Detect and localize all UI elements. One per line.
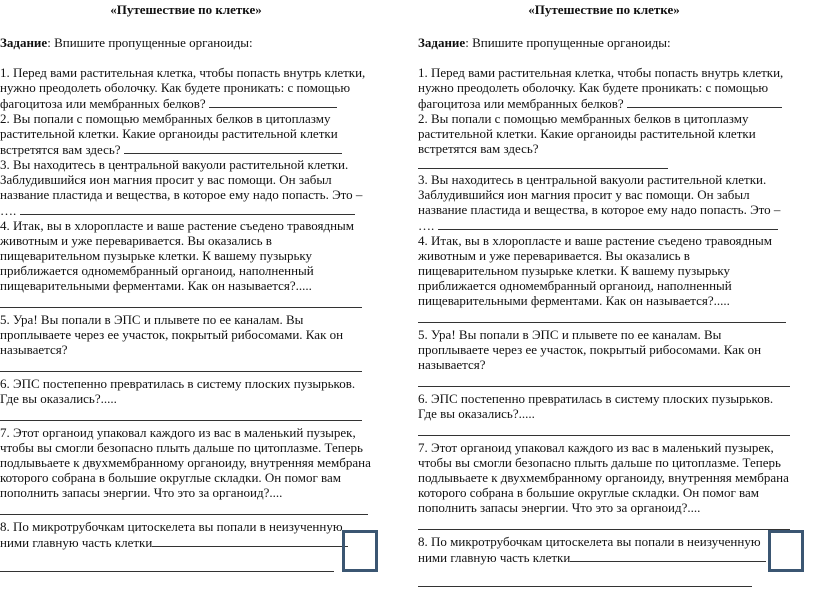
question-2 xyxy=(418,111,790,172)
answer-line-6[interactable] xyxy=(418,424,790,436)
question-1 xyxy=(0,65,372,111)
question-1 xyxy=(418,65,790,111)
task-text: : Впишите пропущенные органоиды: xyxy=(465,35,671,50)
task-text: : Впишите пропущенные органоиды: xyxy=(47,35,253,50)
question-4 xyxy=(418,233,790,308)
question-6-text: 6. ЭПС постепенно превратилась в систему плоских пузырьков. Где вы оказались?..... xyxy=(0,376,356,406)
answer-blank-1[interactable] xyxy=(627,95,782,108)
question-5 xyxy=(418,327,790,372)
question-7 xyxy=(418,440,790,515)
answer-blank-3[interactable] xyxy=(438,217,778,230)
task-instruction xyxy=(418,35,790,50)
question-8-text: 8. По микротрубочкам цитоскелета вы попали в неизученную ними главную часть клетки xyxy=(0,519,343,550)
question-6-text: 6. ЭПС постепенно превратилась в систему плоских пузырьков. Где вы оказались?..... xyxy=(418,391,774,421)
question-1-text: 1. Перед вами растительная клетка, чтобы попасть внутрь клетки, нужно преодолеть оболочку. Как будете проникать: с помощью фагоцитоза или мембранных белков? xyxy=(418,65,784,111)
question-2-text: 2. Вы попали с помощью мембранных белков в цитоплазму растительной клетки. Какие органоиды растительной клетки встретятся вам здесь? xyxy=(0,111,338,157)
answer-blank-2[interactable] xyxy=(124,141,342,154)
question-2-text: 2. Вы попали с помощью мембранных белков в цитоплазму растительной клетки. Какие органоиды растительной клетки встретятся вам здесь? xyxy=(418,111,756,156)
question-4 xyxy=(0,218,372,293)
task-label: Задание xyxy=(0,35,48,50)
worksheet-right xyxy=(418,0,790,591)
task-instruction xyxy=(0,35,372,50)
answer-line-6[interactable] xyxy=(0,409,362,421)
answer-line-7[interactable] xyxy=(418,518,790,530)
question-6 xyxy=(0,376,372,406)
question-4-text: 4. Итак, вы в хлоропласте и ваше растение съедено травоядным животным и уже переваривается. Вы оказались в пищеварительном пузырьке клетки. К вашему пузырьку приближается одномембранный органоид, наполненный пищеварительными ферментами. Как он называется?..... xyxy=(0,218,355,293)
question-6 xyxy=(418,391,790,421)
answer-blank-8[interactable] xyxy=(570,549,766,562)
question-5-text: 5. Ура! Вы попали в ЭПС и плывете по ее каналам. Вы проплываете через ее участок, покрытый рибосомами. Как он называется? xyxy=(0,312,344,357)
question-7 xyxy=(0,425,372,500)
answer-line-4[interactable] xyxy=(418,311,786,323)
answer-blank-3[interactable] xyxy=(20,202,355,215)
answer-blank-1[interactable] xyxy=(209,95,337,108)
question-3 xyxy=(0,157,372,218)
question-7-text: 7. Этот органоид упаковал каждого из вас в маленький пузырек, чтобы вы смогли безопасно плыть дальше по цитоплазме. Теперь подлывьаете к двухмембранному органоиду, внутренняя мембрана которого собрана в большие округлые складки. Он помог вам пополнить запасы энергии. Что это за органоид?.... xyxy=(0,425,371,500)
answer-blank-2[interactable] xyxy=(418,156,668,169)
question-1-text: 1. Перед вами растительная клетка, чтобы попасть внутрь клетки, нужно преодолеть оболочку. Как будете проникать: с помощью фагоцитоза или мембранных белков? xyxy=(0,65,366,111)
task-label: Задание xyxy=(418,35,466,50)
checkbox-left[interactable] xyxy=(342,530,378,572)
question-3 xyxy=(418,172,790,233)
answer-line-7[interactable] xyxy=(0,503,368,515)
checkbox-right[interactable] xyxy=(768,530,804,572)
question-7-text: 7. Этот органоид упаковал каждого из вас в маленький пузырек, чтобы вы смогли безопасно плыть дальше по цитоплазме. Теперь подлывьаете к двухмембранному органоиду, внутренняя мембрана которого собрана в большие округлые складки. Он помог вам пополнить запасы энергии. Что это за органоид?.... xyxy=(418,440,789,515)
answer-line-4[interactable] xyxy=(0,296,362,308)
question-8-text: 8. По микротрубочкам цитоскелета вы попали в неизученную ними главную часть клетки xyxy=(418,534,761,565)
answer-line-5[interactable] xyxy=(0,360,362,372)
question-5-text: 5. Ура! Вы попали в ЭПС и плывете по ее каналам. Вы проплываете через ее участок, покрытый рибосомами. Как он называется? xyxy=(418,327,762,372)
answer-blank-8[interactable] xyxy=(152,534,348,547)
question-5 xyxy=(0,312,372,357)
answer-line-8[interactable] xyxy=(0,560,334,572)
worksheet-left xyxy=(0,0,372,576)
question-3-text: 3. Вы находитесь в центральной вакуоли растительной клетки. Заблудившийся ион магния просит у вас помощи. Он забыл название пластида и вещества, в которое ему надо попасть. Это – …. xyxy=(0,157,363,218)
question-8 xyxy=(418,534,790,565)
question-4-text: 4. Итак, вы в хлоропласте и ваше растение съедено травоядным животным и уже переваривается. Вы оказались в пищеварительном пузырьке клетки. К вашему пузырьку приближается одномембранный органоид, наполненный пищеварительными ферментами. Как он называется?..... xyxy=(418,233,773,308)
question-8 xyxy=(0,519,372,550)
question-3-text: 3. Вы находитесь в центральной вакуоли растительной клетки. Заблудившийся ион магния просит у вас помощи. Он забыл название пластида и вещества, в которое ему надо попасть. Это – …. xyxy=(418,172,781,233)
page-title: «Путешествие по клетке» xyxy=(528,2,680,17)
answer-line-5[interactable] xyxy=(418,375,790,387)
question-2 xyxy=(0,111,372,157)
page-title: «Путешествие по клетке» xyxy=(110,2,262,17)
